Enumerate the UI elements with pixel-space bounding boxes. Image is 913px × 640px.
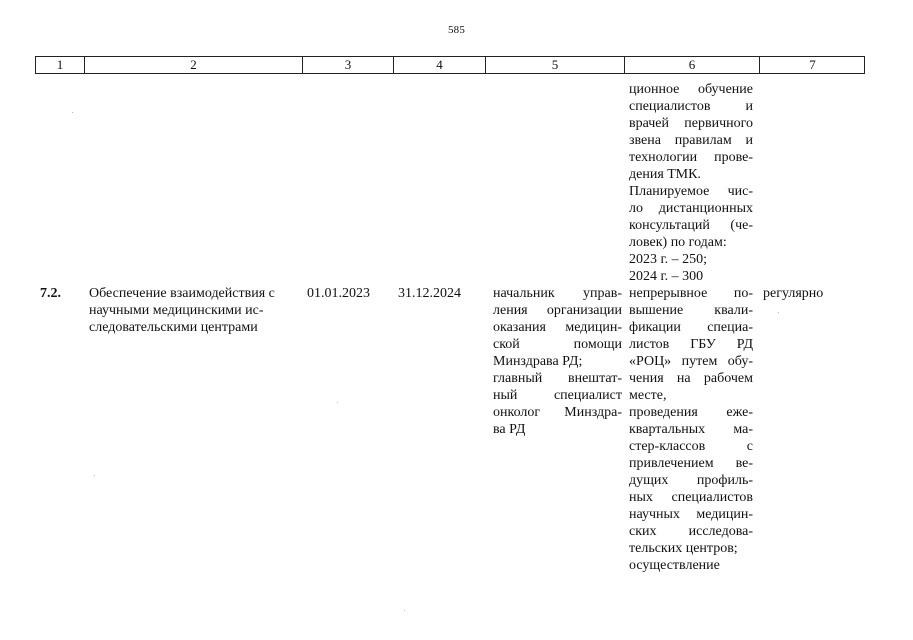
text-line: дущих профиль- [629,473,753,488]
text-line: месте, [629,388,667,403]
text-line: звена правилам и [629,133,753,148]
text-line: «РОЦ» путем обу- [629,354,753,369]
scan-speck [337,402,338,403]
text-line: главный внештат- [493,371,622,386]
text-line: 2023 г. – 250; [629,252,708,267]
text-line: ционное обучение [629,82,753,97]
column-header-6: 6 [624,57,759,73]
text-line: Обеспечение взаимодействия с [89,286,275,301]
text-line: врачей первичного [629,116,753,131]
scan-speck [404,610,405,611]
start-date: 01.01.2023 [307,286,370,301]
column-header-5: 5 [485,57,624,73]
text-line: научными медицинскими ис- [89,303,264,318]
end-date: 31.12.2024 [398,286,461,301]
text-line: 2024 г. – 300 [629,269,704,284]
column-header-2: 2 [84,57,302,73]
column-header-1: 1 [35,57,84,73]
text-line: онколог Минздра- [493,405,622,420]
text-line: следовательскими центрами [89,320,258,335]
page-number: 585 [447,24,466,36]
text-line: привлечением ве- [629,456,753,471]
text-line: научных медицин- [629,507,753,522]
text-line: Минздрава РД; [493,354,583,369]
text-line: фикации специа- [629,320,753,335]
text-line: проведения еже- [629,405,753,420]
text-line: стер-классов с [629,439,753,454]
text-line: дения ТМК. [629,167,701,182]
text-line: технологии прове- [629,150,753,165]
text-line: квартальных ма- [629,422,753,437]
text-line: ный специалист [493,388,622,403]
text-line: ских исследова- [629,524,753,539]
text-line: тельских центров; [629,541,738,556]
table-right-border [864,57,865,73]
responsible-persons [493,285,622,438]
table-header-row [35,56,865,74]
entry-number: 7.2. [40,286,61,301]
text-line: специалистов и [629,99,753,114]
text-line: ской помощи [493,337,622,352]
frequency: регулярно [763,286,824,301]
text-line: листов ГБУ РД [629,337,753,352]
text-line: оказания медицин- [493,320,622,335]
continuation-result-text [629,81,753,285]
text-line: начальник управ- [493,286,622,301]
scan-speck [94,475,95,476]
text-line: осуществление [629,558,720,573]
text-line: ловек) по годам: [629,235,727,250]
expected-result [629,285,753,574]
scan-speck [778,312,779,313]
column-header-7: 7 [759,57,865,73]
text-line: консультаций (че- [629,218,753,233]
measure-name [89,285,299,336]
text-line: ления организации [493,303,622,318]
scan-speck [72,112,73,113]
text-line: ло дистанционных [629,201,753,216]
column-header-3: 3 [302,57,393,73]
text-line: ва РД [493,422,526,437]
text-line: вышение квали- [629,303,753,318]
text-line: чения на рабочем [629,371,753,386]
text-line: ных специалистов [629,490,753,505]
column-header-4: 4 [393,57,485,73]
text-line: Планируемое чис- [629,184,753,199]
text-line: непрерывное по- [629,286,753,301]
